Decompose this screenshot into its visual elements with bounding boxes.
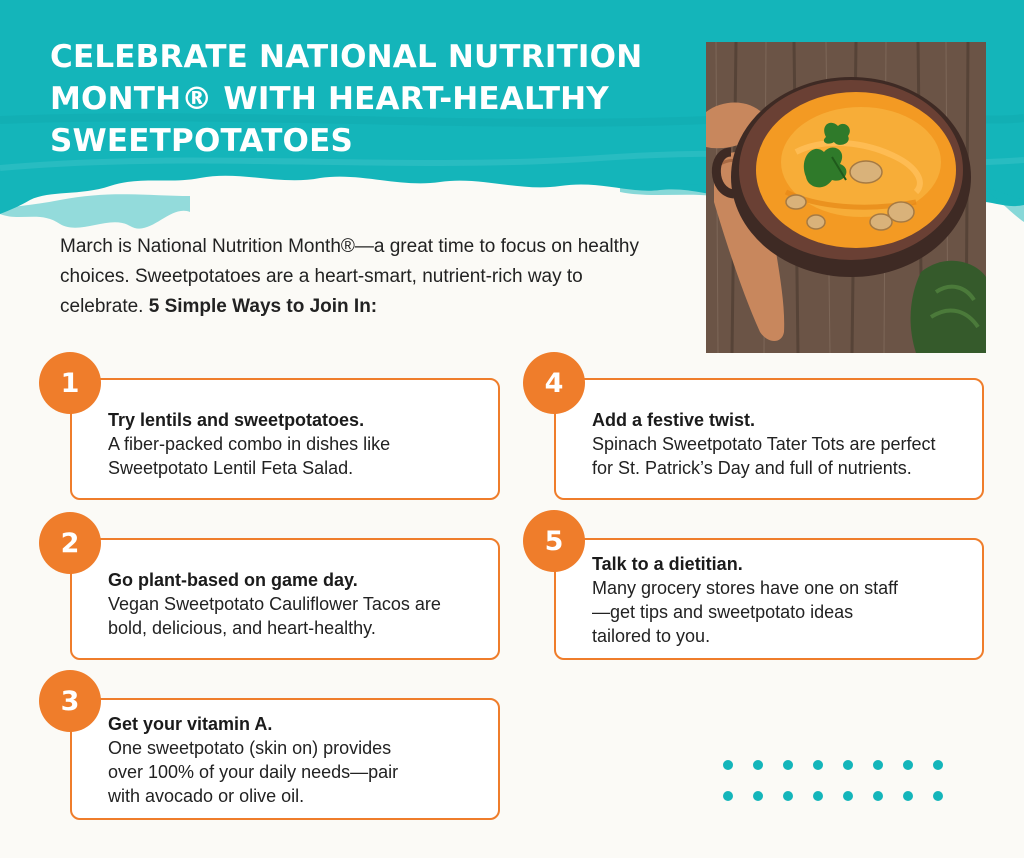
tip-number-badge-4: 4	[523, 352, 585, 414]
tip-line: —get tips and sweetpotato ideas	[592, 602, 854, 622]
tip-text	[592, 576, 898, 648]
tip-text	[592, 432, 936, 480]
tip-card-1	[70, 378, 500, 500]
tip-title: Try lentils and sweetpotatoes.	[108, 410, 365, 430]
tip-card-3	[70, 698, 500, 820]
tip-line: Sweetpotato Lentil Feta Salad.	[108, 458, 354, 478]
tip-line: Many grocery stores have one on staff	[592, 578, 898, 598]
tip-card-5	[554, 538, 984, 660]
tip-line: with avocado or olive oil.	[108, 786, 305, 806]
decorative-dot-grid	[722, 758, 952, 804]
tip-line: A fiber-packed combo in dishes like	[108, 434, 391, 454]
tip-title: Add a festive twist.	[592, 410, 756, 430]
tip-line: tailored to you.	[592, 626, 711, 646]
tip-line: bold, delicious, and heart-healthy.	[108, 618, 376, 638]
tip-line: One sweetpotato (skin on) provides	[108, 738, 392, 758]
tip-text	[108, 432, 390, 480]
tip-text	[108, 592, 441, 640]
tip-line: over 100% of your daily needs—pair	[108, 762, 399, 782]
tip-line: for St. Patrick’s Day and full of nutrients.	[592, 458, 912, 478]
tip-title: Get your vitamin A.	[108, 714, 273, 734]
tip-line: Vegan Sweetpotato Cauliflower Tacos are	[108, 594, 441, 614]
tip-number-badge-1: 1	[39, 352, 101, 414]
sweetpotato-mash-photo	[706, 42, 986, 353]
tip-card-2	[70, 538, 500, 660]
intro-text: March is National Nutrition Month®—a great time to focus on healthy choices. Sweetpotatoes are a heart-smart, nutrient-rich way to celebrate.	[60, 236, 639, 317]
tip-title: Talk to a dietitian.	[592, 554, 743, 574]
tip-card-4	[554, 378, 984, 500]
tip-number-badge-5: 5	[523, 510, 585, 572]
tip-title: Go plant-based on game day.	[108, 570, 358, 590]
tip-line: Spinach Sweetpotato Tater Tots are perfect	[592, 434, 936, 454]
intro-paragraph	[60, 232, 670, 322]
intro-highlight: 5 Simple Ways to Join In:	[148, 296, 378, 317]
tip-number-badge-2: 2	[39, 512, 101, 574]
tip-number-badge-3: 3	[39, 670, 101, 732]
tip-text	[108, 736, 398, 808]
page-title: CELEBRATE NATIONAL NUTRITION MONTH® WITH HEART-HEALTHY SWEETPOTATOES	[50, 39, 643, 159]
